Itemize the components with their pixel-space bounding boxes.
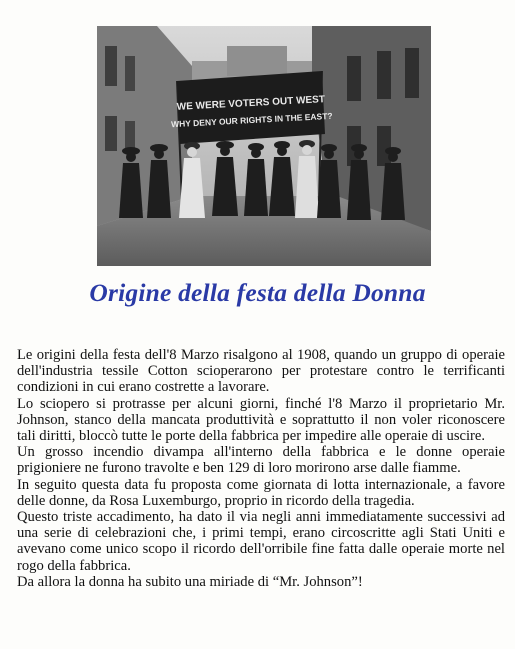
paragraph: Da allora la donna ha subito una miriade di “Mr. Johnson”! (17, 573, 363, 590)
page-title: Origine della festa della Donna (89, 278, 426, 307)
paragraph: Lo sciopero si protrasse per alcuni giorni, finché l'8 Marzo il proprietario Mr. Johnson, stanco della mancata produttività e soprattutto il non voler riconoscere tali diritti, bloccò tutte le porte della fabbrica per impedire alle operaie di uscire. (17, 395, 505, 445)
paragraph: Un grosso incendio divampa all'interno della fabbrica e le donne operaie prigioniere ne furono travolte e ben 129 di loro morirono arse dalle fiamme. (17, 444, 505, 477)
paragraph: Le origini della festa dell'8 Marzo risalgono al 1908, quando un gruppo di operaie dell'industria tessile Cotton scioperarono per protestare contro le terrificanti condizioni in cui erano costrette a lavorare. (17, 347, 505, 396)
photo-illustration (97, 26, 431, 266)
paragraph: Questo triste accadimento, ha dato il via negli anni immediatamente successivi ad una serie di celebrazioni che, i primi tempi, erano circoscritte agli Stati Uniti e avevano come unico scopo il ricordo dell'orribile fine fatta dalle operaie morte nel rogo della fabbrica. (17, 509, 505, 574)
historical-photo (97, 26, 431, 266)
banner-line-1: WE WERE VOTERS OUT WEST (176, 94, 326, 113)
article-body (17, 347, 505, 590)
paragraph: In seguito questa data fu proposta come giornata di lotta internazionale, a favore delle donne, da Rosa Luxemburgo, proprio in ricordo della tragedia. (17, 476, 505, 509)
banner-line-2: WHY DENY OUR RIGHTS IN THE EAST? (170, 110, 333, 130)
